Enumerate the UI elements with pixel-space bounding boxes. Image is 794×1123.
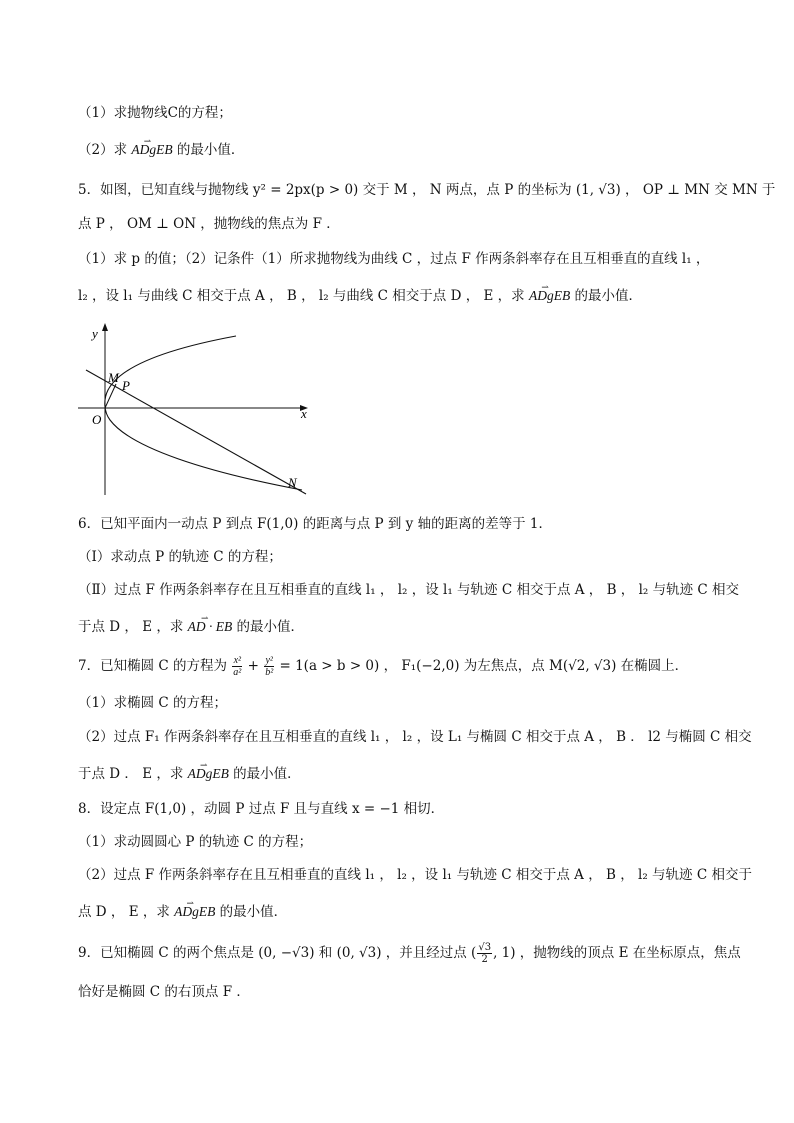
- q4-part2: [78, 140, 244, 160]
- label-x: x: [301, 406, 307, 421]
- q8-line1: 8．设定点 F(1,0) ，动圆 P 过点 F 且与直线 x = −1 相切．: [78, 801, 445, 817]
- q7-frac2-den: b²: [265, 667, 274, 678]
- label-y: y: [92, 326, 98, 341]
- q6-line1: 6．已知平面内一动点 P 到点 F(1,0) 的距离与点 P 到 y 轴的距离的差等于 1．: [78, 516, 552, 532]
- q8-line4-vector: ⇀ ADgEB: [174, 902, 215, 922]
- q5-line4: [78, 286, 642, 306]
- parabola-curve: [105, 336, 302, 490]
- q7-line4-vector: ⇀ ADgEB: [188, 764, 229, 784]
- q7-plus: +: [243, 658, 264, 674]
- q7-line2: （1）求椭圆 C 的方程；: [78, 695, 228, 711]
- q6-line4-post: 的最小值．: [232, 619, 305, 635]
- q7-line4: [78, 764, 301, 784]
- q6-line4-pre: 于点 D ， E ，求: [78, 619, 188, 635]
- q5-line3: （1）求 p 的值；（2）记条件（1）所求抛物线为曲线 C ，过点 F 作两条斜率存在且互相垂直的直线 l₁ ，: [78, 251, 710, 267]
- q6-line3: （Ⅱ）过点 F 作两条斜率存在且互相垂直的直线 l₁ ， l₂ ，设 l₁ 与轨迹 C 相交于点 A ， B ， l₂ 与轨迹 C 相交: [78, 582, 740, 598]
- q7-line4-post: 的最小值．: [228, 766, 301, 782]
- q8-line3: （2）过点 F 作两条斜率存在且互相垂直的直线 l₁ ， l₂ ，设 l₁ 与轨迹 C 相交于点 A ， B ， l₂ 与轨迹 C 相交于: [78, 867, 752, 883]
- q5-line2: 点 P ， OM ⊥ ON ，抛物线的焦点为 F ．: [78, 216, 340, 232]
- q4-part2-vector: ⇀ ADgEB: [131, 140, 172, 160]
- q7-line1-pre: 7．已知椭圆 C 的方程为: [78, 658, 232, 674]
- q9-frac-den: 2: [481, 954, 488, 965]
- label-n: N: [288, 475, 297, 490]
- q9-fraction: [477, 942, 492, 965]
- line-mn: [86, 370, 306, 494]
- q9-line2: 恰好是椭圆 C 的右顶点 F ．: [78, 984, 250, 1000]
- q9-line1-post: , 1) ，抛物线的顶点 E 在坐标原点，焦点: [493, 945, 741, 961]
- parabola-figure: [76, 320, 316, 500]
- q7-frac2-num: y²: [265, 655, 273, 666]
- q4-part1: （1）求抛物线C的方程；: [78, 105, 232, 121]
- q7-line3: （2）过点 F₁ 作两条斜率存在且互相垂直的直线 l₁ ， l₂ ，设 L₁ 与椭圆 C 相交于点 A ， B ． l2 与椭圆 C 相交: [78, 729, 752, 745]
- q9-line1: [78, 942, 741, 965]
- q5-line4-vector: ⇀ ADgEB: [529, 286, 570, 306]
- label-p: P: [122, 378, 130, 393]
- q7-line4-pre: 于点 D ． E ，求: [78, 766, 188, 782]
- label-m: M: [108, 370, 119, 385]
- q7-frac1-den: a²: [233, 667, 242, 678]
- q8-line2: （1）求动圆圆心 P 的轨迹 C 的方程；: [78, 834, 313, 850]
- q6-line2: （Ⅰ）求动点 P 的轨迹 C 的方程；: [78, 549, 282, 565]
- q7-line1-post: = 1(a > b > 0) ， F₁(−2,0) 为左焦点，点 M(√2, √3) 在椭圆上．: [275, 658, 689, 674]
- y-axis-arrow: [102, 323, 108, 331]
- q4-part2-pre: （2）求: [78, 142, 132, 158]
- q7-fraction-x: [232, 655, 242, 678]
- q8-line4-post: 的最小值．: [215, 904, 288, 920]
- q5-line1: 5．如图，已知直线与抛物线 y² = 2px(p > 0) 交于 M ， N 两点，点 P 的坐标为 (1, √3) ， OP ⊥ MN 交 MN 于: [78, 182, 776, 198]
- q8-line4-pre: 点 D ， E ，求: [78, 904, 175, 920]
- q5-line4-post: 的最小值．: [570, 288, 642, 304]
- q8-line4: [78, 902, 287, 922]
- q4-part2-post: 的最小值．: [172, 142, 245, 158]
- q6-line4-vector: ⇀ AD · EB: [188, 617, 233, 637]
- q6-line4: [78, 617, 304, 637]
- q9-frac-num: √3: [478, 942, 492, 953]
- label-o: O: [92, 412, 102, 427]
- q7-line1: [78, 655, 688, 678]
- q5-line4-pre: l₂ ，设 l₁ 与曲线 C 相交于点 A ， B ， l₂ 与曲线 C 相交于点 D ， E ，求: [78, 288, 529, 304]
- q9-line1-pre: 9．已知椭圆 C 的两个焦点是 (0, −√3) 和 (0, √3) ，并且经过点 (: [78, 945, 477, 961]
- q7-fraction-y: [264, 655, 274, 678]
- segment-om: [105, 384, 116, 408]
- q7-frac1-num: x²: [233, 655, 242, 666]
